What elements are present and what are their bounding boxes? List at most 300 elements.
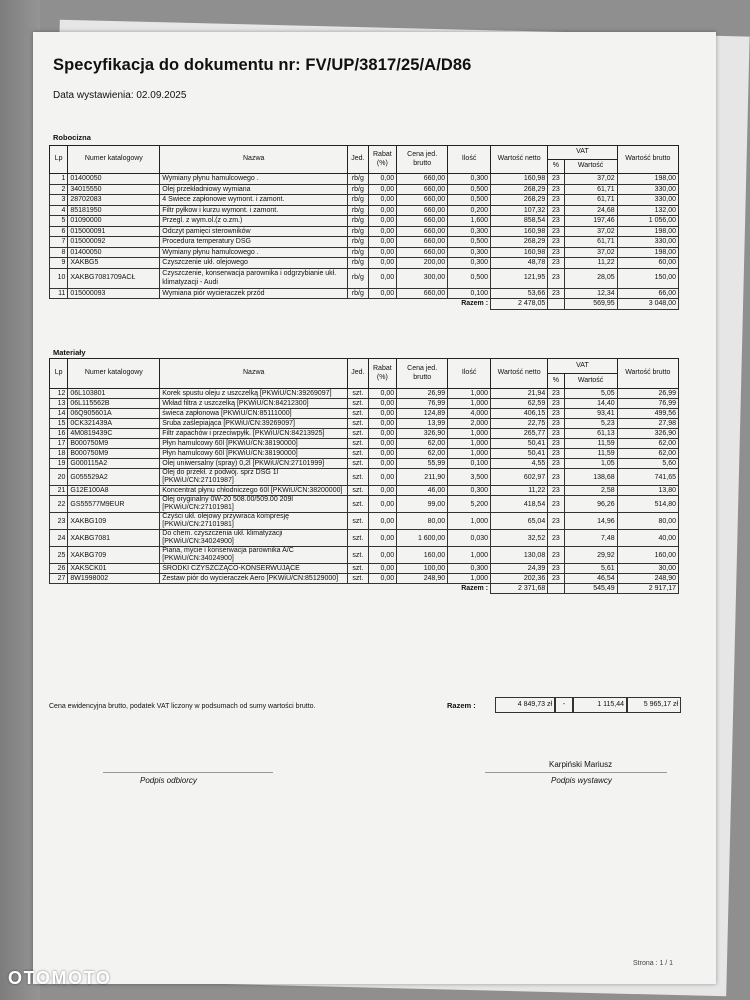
- table-row: [50, 174, 679, 185]
- table-cell: szt.: [348, 439, 368, 449]
- document-title: Specyfikacja do dokumentu nr: FV/UP/3817/25/A/D86: [53, 56, 472, 74]
- table-cell: Płyn hamulcowy 60l [PKWiU/CN:38190000]: [160, 439, 348, 449]
- col-net-value: Wartość netto: [491, 146, 548, 174]
- table-cell: 0,300: [448, 174, 491, 185]
- table-cell: Czyszczenie ukł. olejowego: [160, 258, 348, 269]
- table-cell: 11,59: [564, 439, 617, 449]
- table-cell: 11: [50, 288, 68, 299]
- table-cell: Wymiany płynu hamulcowego .: [160, 247, 348, 258]
- table-row: [50, 409, 679, 419]
- table-row: [50, 288, 679, 299]
- table-cell: 23: [548, 439, 564, 449]
- table-row: [50, 429, 679, 439]
- materials-section-title: Materiały: [53, 348, 86, 357]
- table-cell: 40,00: [617, 530, 678, 547]
- table-cell: 0,00: [368, 530, 397, 547]
- table-row: [50, 205, 679, 216]
- col-unit: Jed.: [348, 146, 368, 174]
- table-cell: 23: [50, 513, 68, 530]
- table-row: [50, 237, 679, 248]
- table-cell: rb/g: [348, 216, 368, 227]
- table-cell: świeca zapłonowa [PKWiU/CN:85111000]: [160, 409, 348, 419]
- col-unit: Jed.: [348, 359, 368, 389]
- table-cell: 60,00: [617, 258, 678, 269]
- table-cell: szt.: [348, 469, 368, 486]
- table-cell: 0,200: [448, 205, 491, 216]
- labor-total-vat: 569,95: [564, 299, 617, 310]
- table-cell: 14,96: [564, 513, 617, 530]
- table-cell: 0,100: [448, 288, 491, 299]
- table-cell: 0,00: [368, 429, 397, 439]
- table-cell: 23: [548, 288, 564, 299]
- table-row: [50, 247, 679, 258]
- table-cell: 53,66: [491, 288, 548, 299]
- table-row: [50, 419, 679, 429]
- table-cell: 16: [50, 429, 68, 439]
- table-cell: 268,29: [491, 184, 548, 195]
- table-cell: G055529A2: [68, 469, 160, 486]
- table-cell: szt.: [348, 399, 368, 409]
- table-cell: 5,200: [448, 496, 491, 513]
- table-cell: 23: [548, 574, 564, 584]
- table-cell: 198,00: [617, 247, 678, 258]
- table-cell: 1,600: [448, 216, 491, 227]
- table-row: [50, 459, 679, 469]
- table-row: [50, 469, 679, 486]
- table-cell: 268,29: [491, 195, 548, 206]
- table-cell: 100,00: [397, 564, 448, 574]
- table-cell: 0,00: [368, 216, 397, 227]
- table-cell: 50,41: [491, 439, 548, 449]
- table-cell: 1 600,00: [397, 530, 448, 547]
- table-cell: 660,00: [397, 216, 448, 227]
- table-cell: Wymiana piór wycieraczek przód: [160, 288, 348, 299]
- table-cell: 46,54: [564, 574, 617, 584]
- table-cell: szt.: [348, 486, 368, 496]
- table-cell: 0,500: [448, 195, 491, 206]
- table-cell: 0,00: [368, 419, 397, 429]
- col-vat: VAT: [548, 146, 617, 160]
- table-cell: 85181950: [68, 205, 160, 216]
- table-cell: 0,300: [448, 226, 491, 237]
- table-cell: 23: [548, 469, 564, 486]
- table-cell: 0,00: [368, 409, 397, 419]
- table-row: [50, 389, 679, 399]
- table-cell: 37,02: [564, 226, 617, 237]
- table-cell: Olej uniwersalny (spray) 0,2l [PKWiU/CN:27101999]: [160, 459, 348, 469]
- table-cell: rb/g: [348, 226, 368, 237]
- table-cell: 5,05: [564, 389, 617, 399]
- labor-total-brutto: 3 048,00: [617, 299, 678, 310]
- table-cell: 160,98: [491, 247, 548, 258]
- table-cell: 160,98: [491, 174, 548, 185]
- table-row: [50, 574, 679, 584]
- table-row: [50, 268, 679, 288]
- table-cell: 76,99: [397, 399, 448, 409]
- table-cell: 26,99: [617, 389, 678, 399]
- table-cell: XAKSCK01: [68, 564, 160, 574]
- table-cell: Czyści ukł. olejowy przywraca kompresję [PKWiU/CN:27101981]: [160, 513, 348, 530]
- table-cell: 23: [548, 389, 564, 399]
- materials-rows: [50, 389, 679, 584]
- table-cell: 13,99: [397, 419, 448, 429]
- table-cell: 27: [50, 574, 68, 584]
- grand-total-vat: 1 115,44: [573, 697, 627, 713]
- table-cell: szt.: [348, 530, 368, 547]
- table-cell: B000750M9: [68, 439, 160, 449]
- table-cell: rb/g: [348, 195, 368, 206]
- col-name: Nazwa: [160, 359, 348, 389]
- table-cell: szt.: [348, 459, 368, 469]
- table-cell: 23: [548, 459, 564, 469]
- table-cell: 0,00: [368, 439, 397, 449]
- table-cell: 24,68: [564, 205, 617, 216]
- table-cell: 200,00: [397, 258, 448, 269]
- table-cell: 741,65: [617, 469, 678, 486]
- col-quantity: Ilość: [448, 146, 491, 174]
- table-cell: 06L115562B: [68, 399, 160, 409]
- table-cell: 0CK321439A: [68, 419, 160, 429]
- table-row: [50, 564, 679, 574]
- table-cell: 12: [50, 389, 68, 399]
- table-row: [50, 258, 679, 269]
- table-cell: 62,00: [397, 439, 448, 449]
- table-cell: 150,00: [617, 268, 678, 288]
- col-lp: Lp: [50, 146, 68, 174]
- table-cell: 015000091: [68, 226, 160, 237]
- labor-total-label: Razem :: [461, 300, 489, 308]
- table-cell: 32,52: [491, 530, 548, 547]
- table-cell: 660,00: [397, 195, 448, 206]
- table-cell: Piana, mycie i konserwacja parownika A/C [PKWiU/CN:34024900]: [160, 547, 348, 564]
- table-cell: 198,00: [617, 226, 678, 237]
- table-cell: 0,500: [448, 184, 491, 195]
- table-cell: 14: [50, 409, 68, 419]
- table-cell: 202,36: [491, 574, 548, 584]
- table-cell: 0,00: [368, 564, 397, 574]
- table-cell: XAKBG109: [68, 513, 160, 530]
- col-unit-price: Cena jed. brutto: [397, 146, 448, 174]
- table-cell: 61,13: [564, 429, 617, 439]
- table-cell: 06Q905601A: [68, 409, 160, 419]
- table-cell: 62,00: [397, 449, 448, 459]
- col-discount: Rabat (%): [368, 146, 397, 174]
- col-quantity: Ilość: [448, 359, 491, 389]
- table-cell: 27,98: [617, 419, 678, 429]
- table-cell: 1,000: [448, 399, 491, 409]
- table-cell: 8: [50, 247, 68, 258]
- table-cell: Korek spustu oleju z uszczelką [PKWiU/CN:39269097]: [160, 389, 348, 399]
- table-cell: 23: [548, 195, 564, 206]
- table-cell: XAKBG5: [68, 258, 160, 269]
- table-cell: 1,000: [448, 574, 491, 584]
- table-cell: 62,59: [491, 399, 548, 409]
- table-row: [50, 513, 679, 530]
- table-cell: 14,40: [564, 399, 617, 409]
- table-cell: 211,90: [397, 469, 448, 486]
- table-cell: 29,92: [564, 547, 617, 564]
- table-cell: 660,00: [397, 205, 448, 216]
- table-row: [50, 195, 679, 206]
- table-cell: 107,32: [491, 205, 548, 216]
- table-cell: 660,00: [397, 247, 448, 258]
- table-cell: Czyszczenie, konserwacja parownika i odgrzybianie ukł. klimatyzacji - Audi: [160, 268, 348, 288]
- table-cell: rb/g: [348, 258, 368, 269]
- table-cell: 0,00: [368, 174, 397, 185]
- table-cell: 8W1998002: [68, 574, 160, 584]
- table-cell: 1,000: [448, 513, 491, 530]
- table-cell: 22: [50, 496, 68, 513]
- col-lp: Lp: [50, 359, 68, 389]
- table-cell: Koncentrat płynu chłodniczego 60l [PKWiU/CN:38200000]: [160, 486, 348, 496]
- table-cell: 858,54: [491, 216, 548, 227]
- table-cell: 11,22: [491, 486, 548, 496]
- table-cell: 46,00: [397, 486, 448, 496]
- table-cell: 0,00: [368, 399, 397, 409]
- table-cell: 65,04: [491, 513, 548, 530]
- table-cell: 23: [548, 237, 564, 248]
- table-row: [50, 530, 679, 547]
- table-cell: 248,90: [617, 574, 678, 584]
- table-cell: 660,00: [397, 288, 448, 299]
- table-cell: 514,80: [617, 496, 678, 513]
- table-cell: 0,00: [368, 486, 397, 496]
- table-cell: 23: [548, 486, 564, 496]
- table-cell: 23: [548, 174, 564, 185]
- table-row: [50, 486, 679, 496]
- table-cell: 0,00: [368, 258, 397, 269]
- table-cell: Olej do przekł. z podwój. sprz DSG 1l [PKWiU/CN:27101987]: [160, 469, 348, 486]
- table-cell: 80,00: [397, 513, 448, 530]
- table-cell: 1: [50, 174, 68, 185]
- col-vat-rate: %: [548, 160, 564, 174]
- table-cell: 132,00: [617, 205, 678, 216]
- table-cell: 37,02: [564, 174, 617, 185]
- table-cell: 13: [50, 399, 68, 409]
- table-cell: 265,77: [491, 429, 548, 439]
- table-cell: 01090000: [68, 216, 160, 227]
- col-gross-value: Wartość brutto: [617, 146, 678, 174]
- table-cell: XAKBG709: [68, 547, 160, 564]
- table-cell: rb/g: [348, 268, 368, 288]
- table-cell: 10: [50, 268, 68, 288]
- table-cell: Śruba zaślepiająca [PKWiU/CN:39269097]: [160, 419, 348, 429]
- table-cell: 18: [50, 449, 68, 459]
- table-cell: Olej przekładniowy wymiana: [160, 184, 348, 195]
- table-cell: 20: [50, 469, 68, 486]
- table-cell: 160,98: [491, 226, 548, 237]
- table-cell: G12E100A8: [68, 486, 160, 496]
- table-cell: 23: [548, 513, 564, 530]
- table-cell: 4: [50, 205, 68, 216]
- col-vat-value: Wartość: [564, 374, 617, 389]
- table-cell: 0,500: [448, 237, 491, 248]
- col-catalog-number: Numer katalogowy: [68, 146, 160, 174]
- otomoto-watermark: OTOMOTO: [8, 968, 112, 988]
- table-cell: Zestaw piór do wycieraczek Aero [PKWiU/CN:85129000]: [160, 574, 348, 584]
- table-cell: rb/g: [348, 288, 368, 299]
- materials-total-vat: 545,49: [564, 584, 617, 594]
- table-cell: 17: [50, 439, 68, 449]
- table-cell: 330,00: [617, 237, 678, 248]
- table-cell: szt.: [348, 564, 368, 574]
- table-cell: szt.: [348, 429, 368, 439]
- table-cell: 23: [548, 184, 564, 195]
- table-cell: 197,46: [564, 216, 617, 227]
- table-cell: 23: [548, 496, 564, 513]
- col-vat-value: Wartość: [564, 160, 617, 174]
- table-cell: 5,60: [617, 459, 678, 469]
- table-cell: 30,00: [617, 564, 678, 574]
- table-row: [50, 449, 679, 459]
- table-cell: 5: [50, 216, 68, 227]
- table-cell: 602,97: [491, 469, 548, 486]
- table-cell: Procedura temperatury DSG: [160, 237, 348, 248]
- table-cell: 015000093: [68, 288, 160, 299]
- grand-total-brutto: 5 965,17 zł: [627, 697, 681, 713]
- table-cell: 5,61: [564, 564, 617, 574]
- table-cell: 26: [50, 564, 68, 574]
- table-cell: 0,00: [368, 247, 397, 258]
- table-cell: 0,100: [448, 459, 491, 469]
- table-cell: 198,00: [617, 174, 678, 185]
- labor-total-row: [50, 299, 679, 310]
- table-cell: Olej oryginalny 0W-20 508.00/509.00 209l [PKWiU/CN:27101981]: [160, 496, 348, 513]
- table-cell: 330,00: [617, 195, 678, 206]
- table-cell: 2,000: [448, 419, 491, 429]
- table-cell: 12,34: [564, 288, 617, 299]
- table-cell: 1 056,00: [617, 216, 678, 227]
- table-cell: 0,00: [368, 195, 397, 206]
- table-cell: 660,00: [397, 184, 448, 195]
- table-cell: Filtr pyłkow i kurzu wymont. i zamont.: [160, 205, 348, 216]
- table-cell: 23: [548, 409, 564, 419]
- table-cell: 0,00: [368, 184, 397, 195]
- table-cell: 4 Swiece zapłonowe wymont. i zamont.: [160, 195, 348, 206]
- materials-table: [49, 358, 679, 594]
- table-cell: 160,00: [397, 547, 448, 564]
- table-cell: 01400050: [68, 247, 160, 258]
- table-cell: 62,00: [617, 449, 678, 459]
- table-cell: 300,00: [397, 268, 448, 288]
- table-cell: 0,00: [368, 496, 397, 513]
- table-cell: 3: [50, 195, 68, 206]
- table-cell: 0,030: [448, 530, 491, 547]
- table-cell: 28,05: [564, 268, 617, 288]
- table-cell: 0,00: [368, 268, 397, 288]
- table-cell: 406,15: [491, 409, 548, 419]
- table-cell: 330,00: [617, 184, 678, 195]
- table-cell: 34015550: [68, 184, 160, 195]
- table-cell: 4,55: [491, 459, 548, 469]
- table-cell: 80,00: [617, 513, 678, 530]
- table-cell: 0,00: [368, 469, 397, 486]
- table-cell: G000115A2: [68, 459, 160, 469]
- table-row: [50, 216, 679, 227]
- table-cell: szt.: [348, 419, 368, 429]
- table-cell: Przegl. z wym.ol.(z o.zm.): [160, 216, 348, 227]
- table-cell: 1,000: [448, 439, 491, 449]
- table-cell: 660,00: [397, 237, 448, 248]
- materials-total-netto: 2 371,68: [491, 584, 548, 594]
- table-cell: 11,59: [564, 449, 617, 459]
- table-cell: szt.: [348, 547, 368, 564]
- table-row: [50, 547, 679, 564]
- table-cell: 23: [548, 449, 564, 459]
- table-cell: 0,300: [448, 486, 491, 496]
- table-cell: 121,95: [491, 268, 548, 288]
- table-cell: 1,05: [564, 459, 617, 469]
- table-cell: rb/g: [348, 237, 368, 248]
- table-cell: 23: [548, 226, 564, 237]
- table-cell: 160,00: [617, 547, 678, 564]
- col-vat: VAT: [548, 359, 617, 374]
- table-cell: 5,23: [564, 419, 617, 429]
- labor-rows: [50, 174, 679, 299]
- table-cell: 93,41: [564, 409, 617, 419]
- table-cell: 418,54: [491, 496, 548, 513]
- table-cell: 26,99: [397, 389, 448, 399]
- table-row: [50, 439, 679, 449]
- table-cell: Do chem. czyszczenia ukł. klimatyzacji [PKWiU/CN:34024900]: [160, 530, 348, 547]
- table-cell: GS55577M9EUR: [68, 496, 160, 513]
- table-cell: 28702083: [68, 195, 160, 206]
- table-cell: 96,26: [564, 496, 617, 513]
- table-cell: 0,00: [368, 547, 397, 564]
- table-cell: 23: [548, 429, 564, 439]
- table-cell: 23: [548, 216, 564, 227]
- document-page: [33, 32, 716, 984]
- table-row: [50, 184, 679, 195]
- table-cell: 2: [50, 184, 68, 195]
- table-cell: 01400050: [68, 174, 160, 185]
- table-cell: 0,500: [448, 268, 491, 288]
- materials-total-brutto: 2 917,17: [617, 584, 678, 594]
- table-cell: 0,00: [368, 288, 397, 299]
- table-cell: 13,80: [617, 486, 678, 496]
- table-cell: 19: [50, 459, 68, 469]
- issue-date: Data wystawienia: 02.09.2025: [53, 90, 187, 101]
- table-cell: 25: [50, 547, 68, 564]
- table-cell: 0,00: [368, 205, 397, 216]
- table-cell: rb/g: [348, 247, 368, 258]
- table-cell: 23: [548, 247, 564, 258]
- table-cell: szt.: [348, 409, 368, 419]
- table-cell: 11,22: [564, 258, 617, 269]
- table-cell: XAKBG7081709ACŁ: [68, 268, 160, 288]
- table-cell: 62,00: [617, 439, 678, 449]
- table-cell: 9: [50, 258, 68, 269]
- issuer-signature-label: Podpis wystawcy: [551, 776, 612, 785]
- table-cell: 7,48: [564, 530, 617, 547]
- table-cell: 6: [50, 226, 68, 237]
- table-cell: ŚRODKI CZYSZCZĄCO-KONSERWUJĄCE: [160, 564, 348, 574]
- table-cell: 0,00: [368, 237, 397, 248]
- table-cell: 015000092: [68, 237, 160, 248]
- table-cell: szt.: [348, 513, 368, 530]
- col-vat-rate: %: [548, 374, 564, 389]
- table-cell: 1,000: [448, 429, 491, 439]
- table-cell: rb/g: [348, 174, 368, 185]
- table-cell: 499,56: [617, 409, 678, 419]
- table-cell: 15: [50, 419, 68, 429]
- table-cell: 0,00: [368, 459, 397, 469]
- col-catalog-number: Numer katalogowy: [68, 359, 160, 389]
- table-cell: 1,000: [448, 389, 491, 399]
- table-cell: 130,08: [491, 547, 548, 564]
- receiver-signature-line: [103, 772, 273, 773]
- table-cell: 0,300: [448, 564, 491, 574]
